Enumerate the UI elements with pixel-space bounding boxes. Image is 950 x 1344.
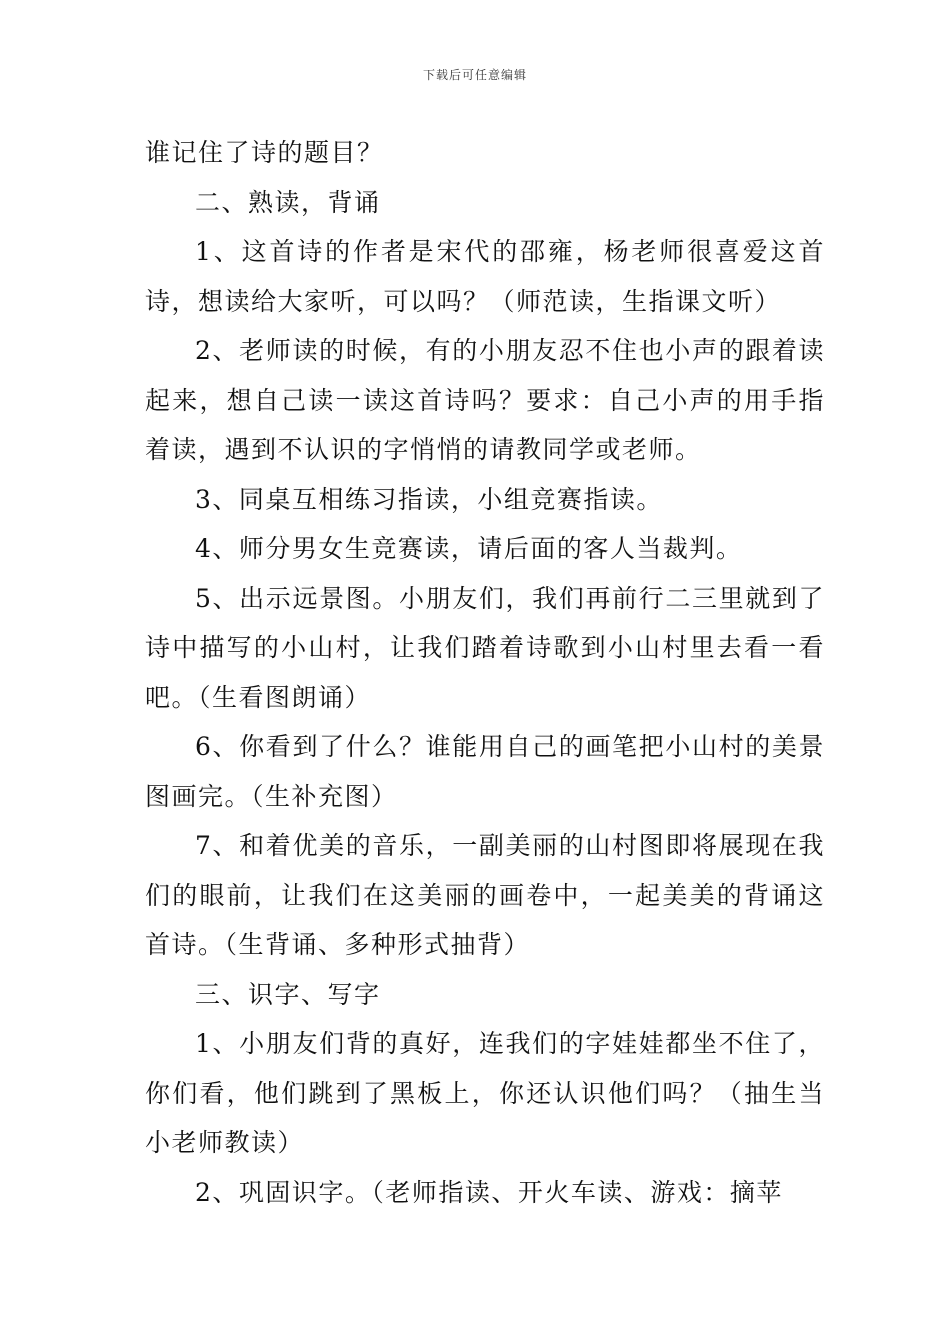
document-body bbox=[145, 128, 825, 1217]
paragraph-step-3: 3、同桌互相练习指读，小组竞赛指读。 bbox=[195, 484, 663, 514]
section-heading-recite: 二、熟读，背诵 bbox=[195, 187, 381, 217]
paragraph-char-step-1: 1、小朋友们背的真好，连我们的字娃娃都坐不住了，你们看，他们跳到了黑板上，你还认识他们吗？（抽生当小老师教读） bbox=[145, 1029, 825, 1157]
paragraph-step-5: 5、出示远景图。小朋友们，我们再前行二三里就到了诗中描写的小山村，让我们踏着诗歌到小山村里去看一看吧。（生看图朗诵） bbox=[145, 583, 825, 712]
section-heading-characters: 三、识字、写字 bbox=[195, 979, 381, 1009]
paragraph-step-1: 1、这首诗的作者是宋代的邵雍，杨老师很喜爱这首诗，想读给大家听，可以吗？（师范读，生指课文听） bbox=[145, 237, 825, 316]
paragraph-continuation: 谁记住了诗的题目？ bbox=[145, 138, 384, 167]
paragraph-step-7: 7、和着优美的音乐，一副美丽的山村图即将展现在我们的眼前，让我们在这美丽的画卷中，一起美美的背诵这首诗。（生背诵、多种形式抽背） bbox=[145, 831, 825, 959]
paragraph-step-6: 6、你看到了什么？谁能用自己的画笔把小山村的美景图画完。（生补充图） bbox=[145, 732, 825, 811]
paragraph-step-2: 2、老师读的时候，有的小朋友忍不住也小声的跟着读起来，想自己读一读这首诗吗？要求：自己小声的用手指着读，遇到不认识的字悄悄的请教同学或老师。 bbox=[145, 336, 825, 464]
paragraph-step-4: 4、师分男女生竞赛读，请后面的客人当裁判。 bbox=[195, 534, 743, 563]
page-header: 下载后可任意编辑 bbox=[422, 68, 527, 82]
paragraph-char-step-2: 2、巩固识字。（老师指读、开火车读、游戏：摘苹 bbox=[195, 1177, 783, 1207]
